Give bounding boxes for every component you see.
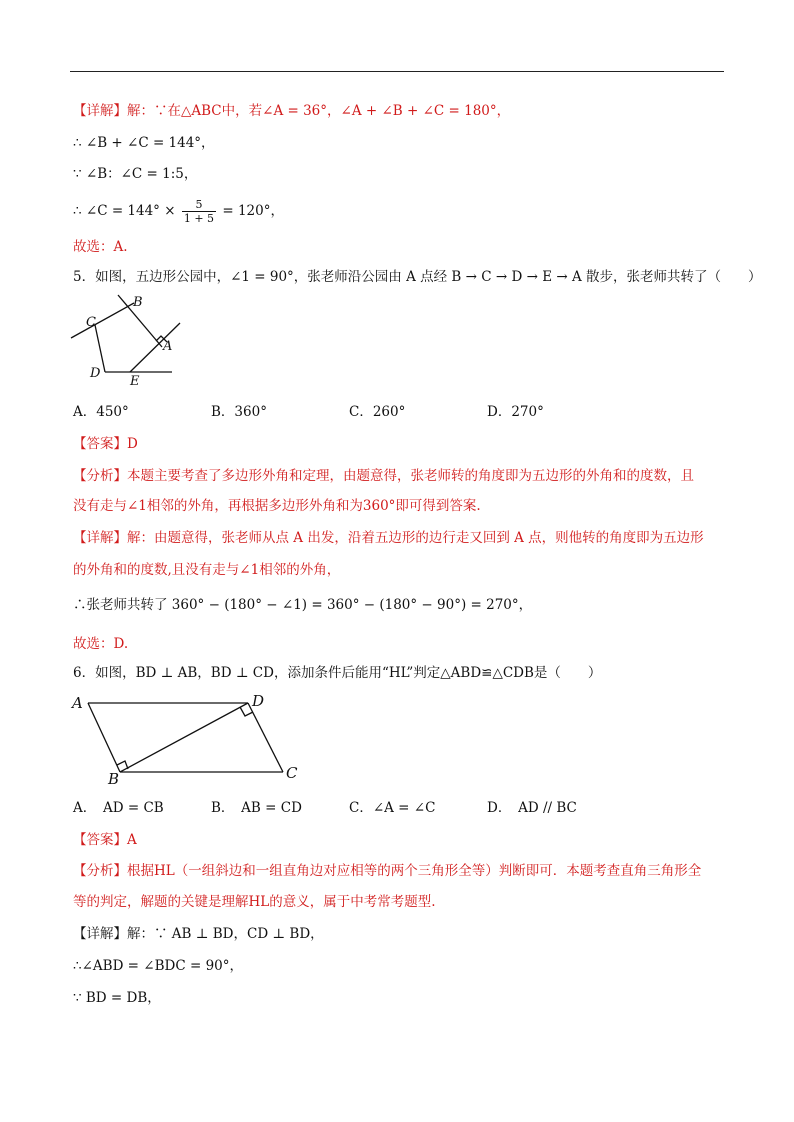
q6-option-c: C．∠A = ∠C xyxy=(349,800,436,816)
q5-detail-line-2: 的外角和的度数,且没有走与∠1相邻的外角， xyxy=(73,562,341,578)
parallelogram-figure xyxy=(68,688,308,788)
pentagon-edge-cd xyxy=(95,325,105,372)
detail-line-4 xyxy=(73,198,284,225)
q5-detail-line-1: 【详解】解：由题意得，张老师从点 A 出发，沿着五边形的边行走又回到 A 点，则他转的角度即为五边形 xyxy=(73,530,704,546)
q6-answer: 【答案】A xyxy=(73,832,137,848)
q5-analysis-line-1: 【分析】本题主要考查了多边形外角和定理，由题意得，张老师转的角度即为五边形的外角和的度数，且 xyxy=(73,468,694,484)
pentagon-line-ea-extended xyxy=(130,323,180,372)
label-c: C xyxy=(286,764,298,782)
detail-line-1: 【详解】解：∵在△ABC中，若∠A = 36°，∠A + ∠B + ∠C = 180°， xyxy=(73,103,511,119)
q5-option-b: B．360° xyxy=(211,404,267,420)
detail-line-2: ∴ ∠B + ∠C = 144°， xyxy=(73,135,215,151)
q6-option-a: A． AD = CB xyxy=(73,800,164,816)
q6-stem: 6．如图，BD ⊥ AB，BD ⊥ CD，添加条件后能用“HL”判定△ABD≌△CDB是（ ） xyxy=(73,665,602,681)
label-d: D xyxy=(90,366,101,381)
pentagon-figure xyxy=(68,290,193,390)
header-rule xyxy=(70,71,724,72)
segment-bd xyxy=(120,703,248,772)
choose-answer-a: 故选：A. xyxy=(73,239,128,255)
q5-option-c: C．260° xyxy=(349,404,406,420)
q5-answer: 【答案】D xyxy=(73,436,138,452)
q6-option-d: D． AD // BC xyxy=(487,800,577,816)
label-c: C xyxy=(86,315,96,330)
q6-analysis-line-1: 【分析】根据HL（一组斜边和一组直角边对应相等的两个三角形全等）判断即可．本题考查直角三角形全 xyxy=(73,863,702,879)
q6-analysis-line-2: 等的判定，解题的关键是理解HL的意义，属于中考常考题型. xyxy=(73,894,436,910)
segment-ab xyxy=(88,703,120,772)
fraction-lead: ∴ ∠C = 144° × xyxy=(73,203,176,219)
fraction-denominator: 1 + 5 xyxy=(183,212,215,225)
fraction-numerator: 5 xyxy=(182,198,216,212)
q5-option-d: D．270° xyxy=(487,404,544,420)
q5-option-a: A．450° xyxy=(73,404,129,420)
label-b: B xyxy=(108,770,120,788)
label-a: A xyxy=(163,339,173,354)
fraction-result: = 120°， xyxy=(222,203,284,219)
detail-line-3: ∵ ∠B：∠C = 1:5， xyxy=(73,166,198,182)
label-e: E xyxy=(130,374,140,389)
q6-option-b: B． AB = CD xyxy=(211,800,302,816)
q6-detail-line-3: ∵ BD = DB， xyxy=(73,990,161,1006)
label-b: B xyxy=(133,295,143,310)
fraction xyxy=(182,198,216,225)
q6-detail-line-2: ∴∠ABD = ∠BDC = 90°， xyxy=(73,958,243,974)
label-a: A xyxy=(72,694,83,712)
pentagon-line-bc-extended xyxy=(71,303,134,338)
label-d: D xyxy=(252,692,265,710)
q6-detail-line-1: 【详解】解：∵ AB ⊥ BD，CD ⊥ BD， xyxy=(73,926,324,942)
q5-stem: 5．如图，五边形公园中，∠1 = 90°，张老师沿公园由 A 点经 B → C → D → E → A 散步，张老师共转了（ ） xyxy=(73,269,762,285)
q5-analysis-line-2: 没有走与∠1相邻的外角，再根据多边形外角和为360°即可得到答案. xyxy=(73,498,481,514)
segment-dc xyxy=(248,703,283,772)
q5-detail-line-3: ∴张老师共转了 360° − (180° − ∠1) = 360° − (180° − 90°) = 270°， xyxy=(73,597,533,613)
q5-choose-answer: 故选：D. xyxy=(73,636,129,652)
